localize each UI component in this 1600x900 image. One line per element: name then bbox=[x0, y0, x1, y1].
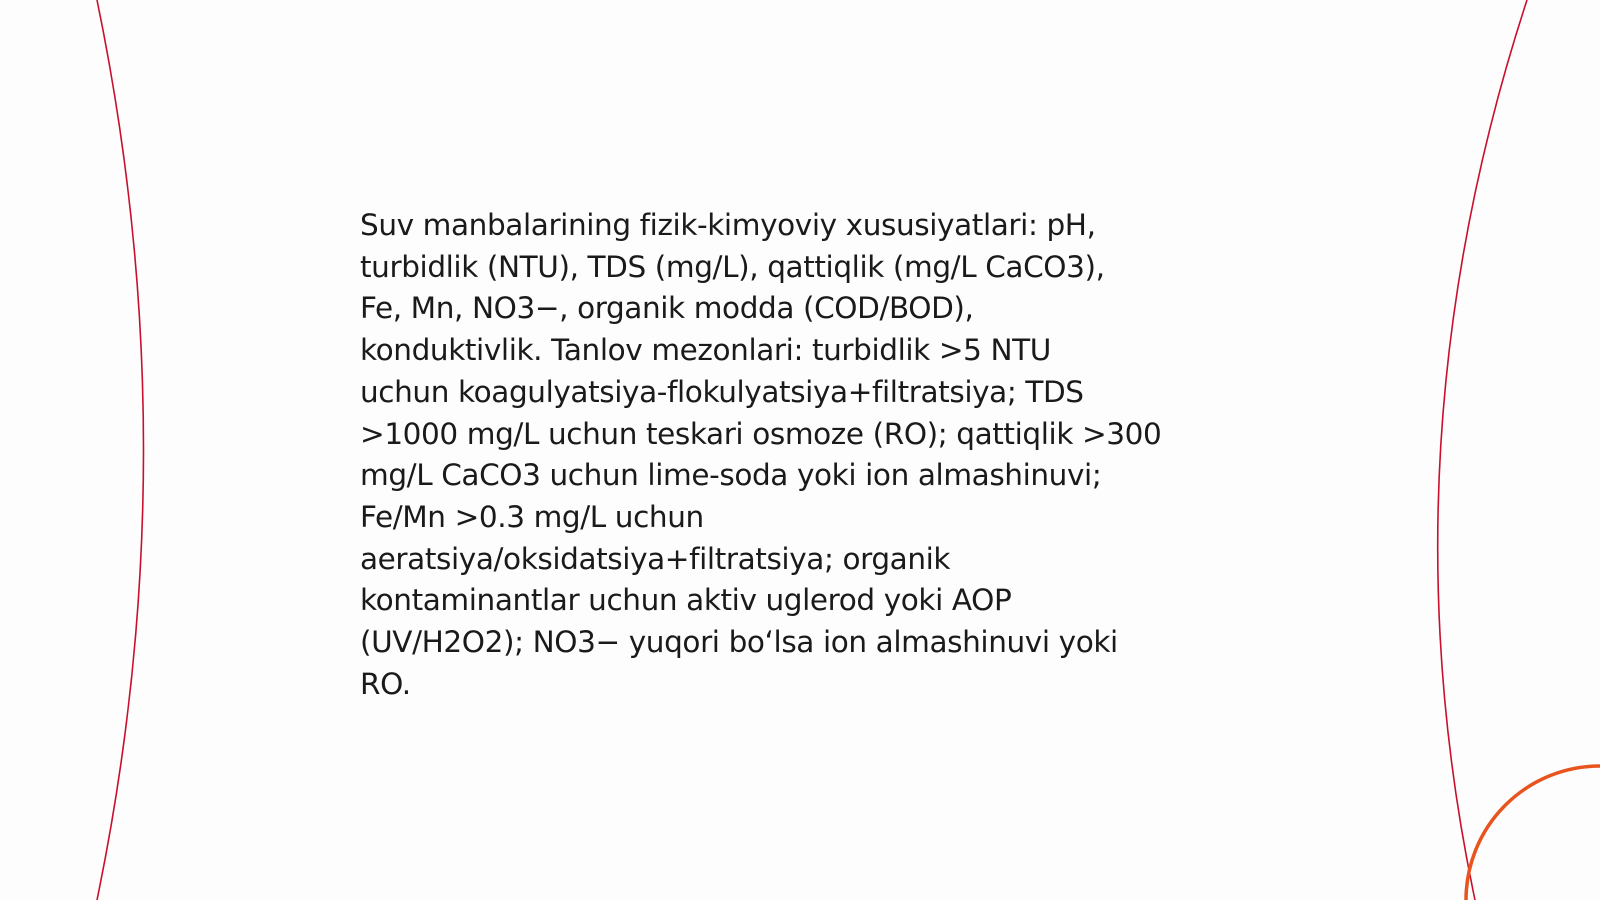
left-curve-line bbox=[97, 0, 144, 900]
orange-circle-outline bbox=[1466, 766, 1600, 900]
right-curve-line bbox=[1438, 0, 1527, 900]
body-text: Suv manbalarining fizik-kimyoviy xususiyatlari: pH, turbidlik (NTU), TDS (mg/L), qattiqlik (mg/L CaCO3), Fe, Mn, NO3−, organik modda (COD/BOD), konduktivlik. Tanlov mezonlari: turbidlik >5 NTU uchun koagulyatsiya-flokulyatsiya+filtratsiya; TDS >1000 mg/L uchun teskari osmoze (RO); qattiqlik >300 mg/L CaCO3 uchun lime-soda yoki ion almashinuvi; Fe/Mn >0.3 mg/L uchun aeratsiya/oksidatsiya+filtratsiya; organik kontaminantlar uchun aktiv uglerod yoki AOP (UV/H2O2); NO3− yuqori bo‘lsa ion almashinuvi yoki RO. bbox=[360, 208, 1162, 701]
